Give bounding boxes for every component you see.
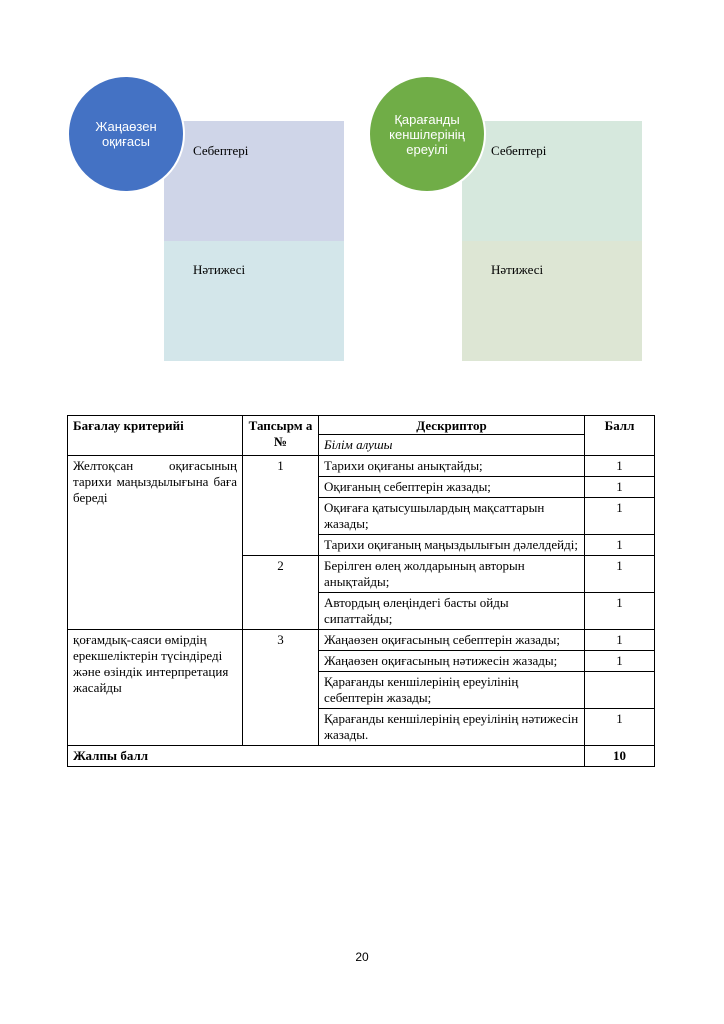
event-circle: Жаңаөзен оқиғасы (67, 75, 185, 193)
descriptor-cell: Қарағанды кеншілерінің ереуілінің себептерін жазады; (319, 672, 585, 709)
descriptor-cell: Автордың өлеңіндегі басты ойды сипаттайды; (319, 593, 585, 630)
task-cell: 1 (243, 456, 319, 556)
score-cell: 1 (585, 477, 655, 498)
results-label: Нәтижесі (193, 262, 246, 277)
criteria-cell: қоғамдық-саяси өмірдің ерекшеліктерін түсіндіреді және өзіндік интерпретация жасайды (68, 630, 243, 746)
descriptor-cell: Жаңаөзен оқиғасының себептерін жазады; (319, 630, 585, 651)
descriptor-cell: Тарихи оқиғаны анықтайды; (319, 456, 585, 477)
page-number: 20 (355, 950, 369, 964)
table-row (68, 630, 655, 651)
score-cell (585, 672, 655, 709)
causes-label: Себептері (491, 143, 547, 158)
task-header: Тапсырм а № (243, 416, 319, 456)
score-cell: 1 (585, 556, 655, 593)
results-box (462, 241, 642, 361)
causes-box (462, 121, 642, 241)
event-circle: Қарағанды кеншілерінің ереуілі (368, 75, 486, 193)
descriptor-cell: Оқиғаға қатысушылардың мақсаттарын жазады; (319, 498, 585, 535)
header-row (68, 416, 655, 435)
descriptor-subheader: Білім алушы (319, 435, 585, 456)
descriptor-header: Дескриптор (319, 416, 585, 435)
assessment-table (67, 415, 655, 767)
total-row (68, 746, 655, 767)
score-header: Балл (585, 416, 655, 456)
criteria-header: Бағалау критерийі (68, 416, 243, 456)
task-cell: 2 (243, 556, 319, 630)
score-cell: 1 (585, 651, 655, 672)
total-value: 10 (585, 746, 655, 767)
score-cell: 1 (585, 498, 655, 535)
results-label: Нәтижесі (491, 262, 544, 277)
score-cell: 1 (585, 456, 655, 477)
results-box (164, 241, 344, 361)
score-cell: 1 (585, 709, 655, 746)
task-cell: 3 (243, 630, 319, 746)
score-cell: 1 (585, 535, 655, 556)
descriptor-cell: Берілген өлең жолдарының авторын анықтайды; (319, 556, 585, 593)
total-label: Жалпы балл (68, 746, 585, 767)
criteria-cell: Желтоқсан оқиғасының тарихи маңыздылығына баға береді (68, 456, 243, 630)
descriptor-cell: Қарағанды кеншілерінің ереуілінің нәтижесін жазады. (319, 709, 585, 746)
descriptor-cell: Оқиғаның себептерін жазады; (319, 477, 585, 498)
causes-label: Себептері (193, 143, 249, 158)
descriptor-cell: Жаңаөзен оқиғасының нәтижесін жазады; (319, 651, 585, 672)
descriptor-cell: Тарихи оқиғаның маңыздылығын дәлелдейді; (319, 535, 585, 556)
score-cell: 1 (585, 630, 655, 651)
causes-box (164, 121, 344, 241)
score-cell: 1 (585, 593, 655, 630)
table-row (68, 456, 655, 477)
